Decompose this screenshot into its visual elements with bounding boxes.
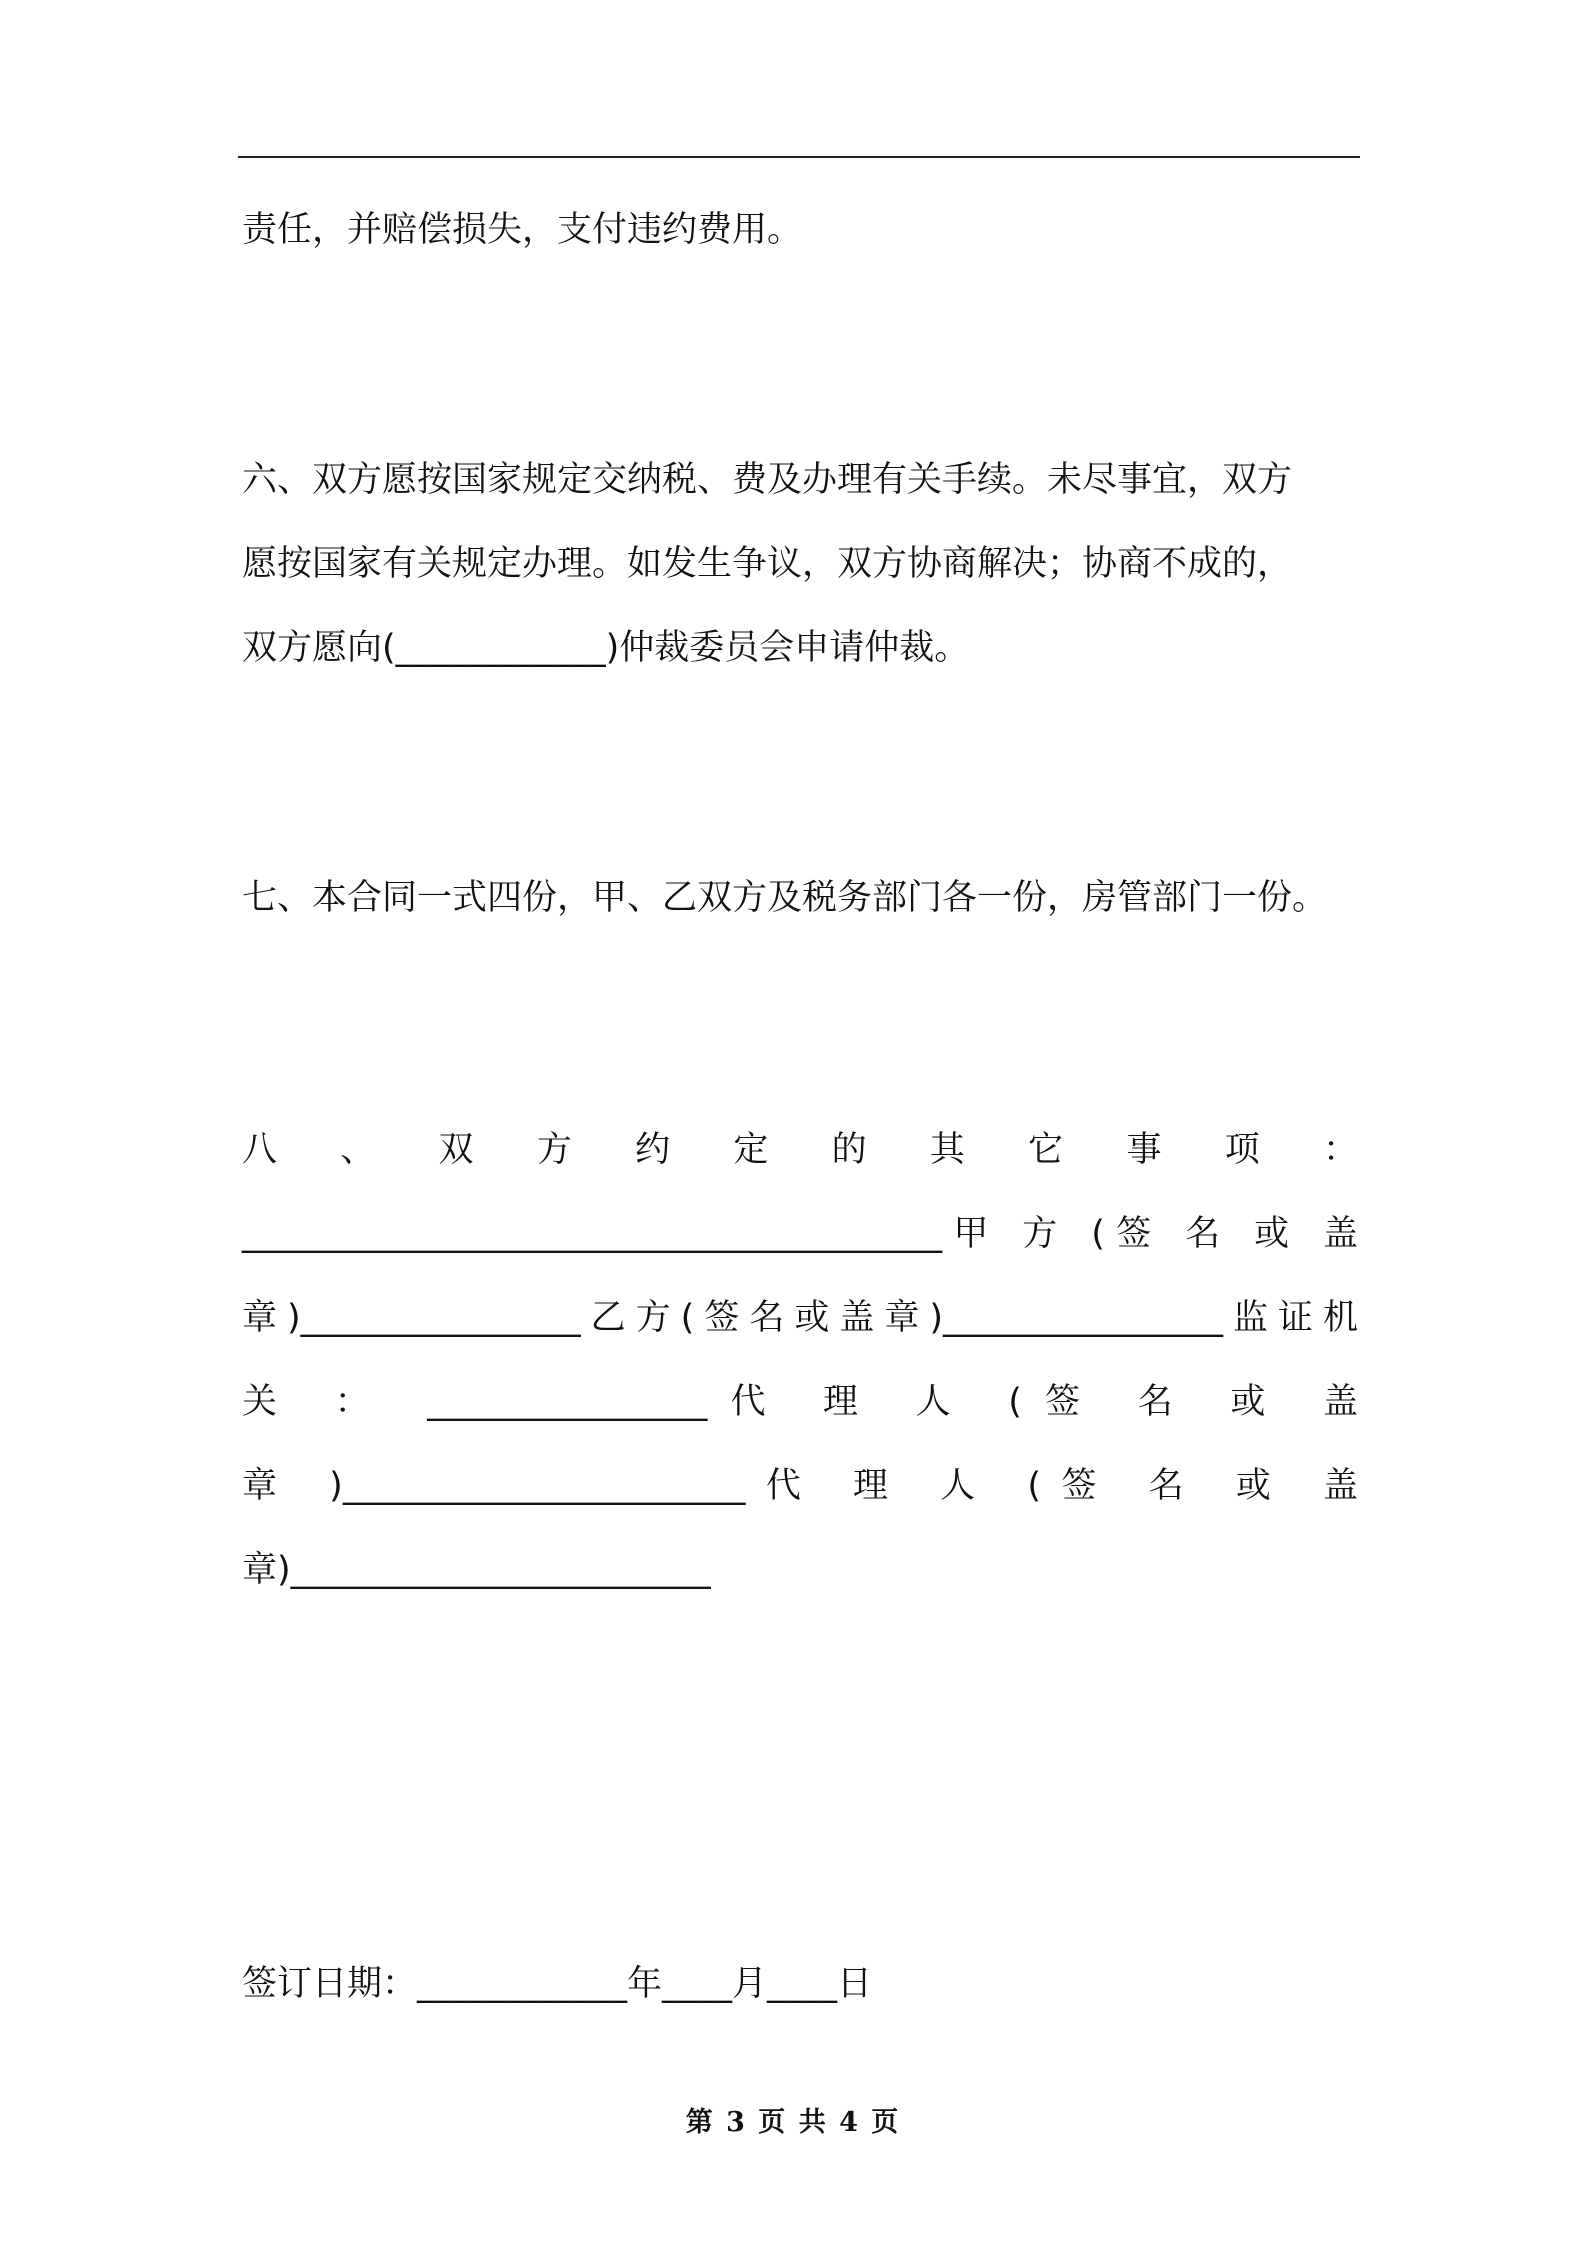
para-6-line-1: 六、双方愿按国家规定交纳税、费及办理有关手续。未尽事宜，双方 bbox=[242, 460, 1293, 500]
para-5-line: 责任，并赔偿损失，支付违约费用。 bbox=[242, 210, 803, 250]
para-7 bbox=[242, 856, 1358, 940]
page-footer: 第 3 页 共 4 页 bbox=[685, 2107, 901, 2138]
para-7-line: 七、本合同一式四份，甲、乙双方及税务部门各一份，房管部门一份。 bbox=[242, 878, 1328, 918]
para-8-line-3: 章)________________乙方(签名或盖章)________________监证机 bbox=[242, 1298, 1358, 1338]
para-6-line-2: 愿按国家有关规定办理。如发生争议，双方协商解决；协商不成的， bbox=[242, 544, 1293, 584]
header-rule bbox=[238, 156, 1360, 158]
signing-date-line: 签订日期：____________年____月____日 bbox=[242, 1964, 873, 2004]
signing-date bbox=[242, 1942, 1358, 2026]
para-8-line-1: 八 、 双 方 约 定 的 其 它 事 项 ： bbox=[242, 1130, 1358, 1170]
para-8 bbox=[242, 1108, 1358, 1612]
para-8-line-4: 关 ： ________________代 理 人 (签 名 或 盖 bbox=[242, 1382, 1358, 1422]
para-6-line-3: 双方愿向(____________)仲裁委员会申请仲裁。 bbox=[242, 628, 970, 668]
para-8-line-5: 章 )_______________________代 理 人 (签 名 或 盖 bbox=[242, 1466, 1358, 1506]
para-8-line-6: 章)________________________ bbox=[242, 1550, 711, 1590]
para-8-line-2: ________________________________________甲 方 (签 名 或 盖 bbox=[242, 1214, 1358, 1254]
para-6 bbox=[242, 438, 1358, 690]
para-5-tail bbox=[242, 188, 1358, 272]
